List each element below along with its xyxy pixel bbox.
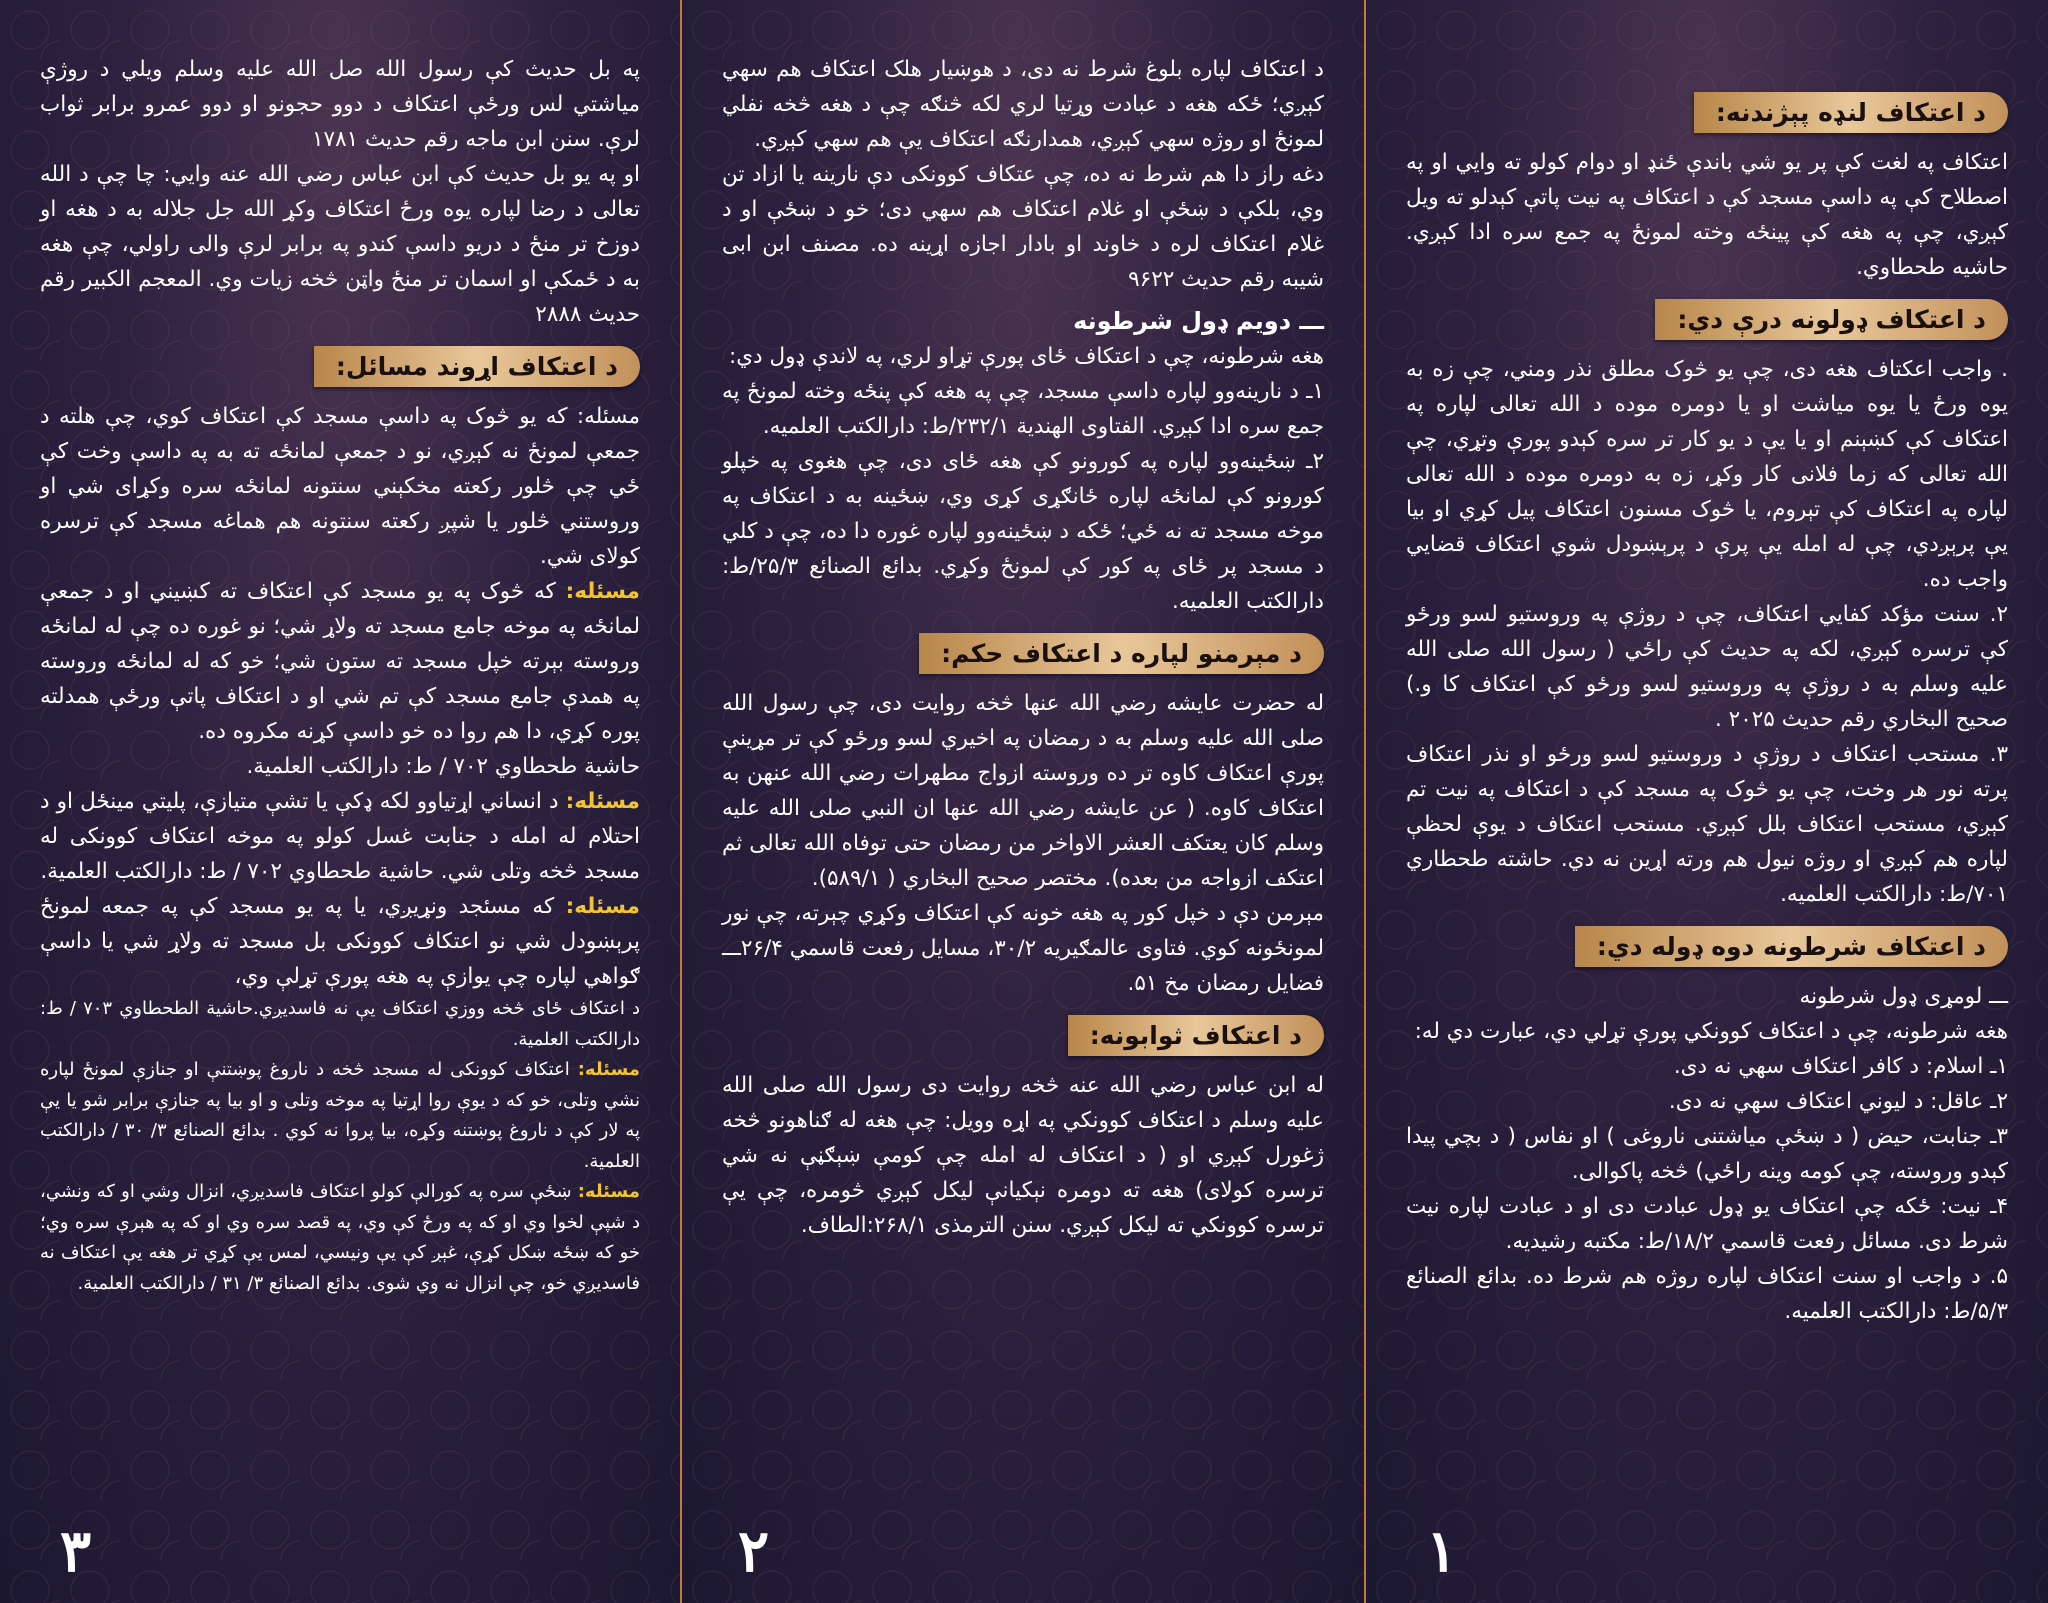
panel-2 bbox=[680, 0, 1366, 1603]
type-mustahab: ۳. مستحب اعتکاف د روژې د وروستيو لسو ورځو او نذر اعتکاف پرته نور هر وخت، چې يو څوک په مسجد کې د اعتکاف په نيت تم کېږي، مستحب اعتکاف بلل کېږي. مستحب اعتکاف د يوې لحظې لپاره هم کېږي او روژه نيول هم ورته اړين نه دي. حاشته طحطاري ۷۰۱/ط: دارالکتب العلميه. bbox=[1406, 742, 2008, 907]
heading-types: د اعتکاف ډولونه درې دي: bbox=[1655, 299, 2008, 340]
conditions-intro: هغه شرطونه، چې د اعتکاف کوونکي پورې تړلي دي، عبارت دي له: bbox=[1414, 1019, 2008, 1044]
puberty-condition: د اعتکاف لپاره بلوغ شرط نه دی، د هوښيار هلک اعتکاف هم سهي کېږي؛ ځکه هغه د عبادت وړتيا لري لکه څنګه چې د هغه څخه نفلي لمونځ او روژه سهي کېږي، همدارنګه اعتکاف يې هم سهي کېږي. bbox=[722, 57, 1324, 152]
place-conditions-intro: هغه شرطونه، چې د اعتکاف ځای پورې تړاو لري، په لاندې ډول دي: bbox=[728, 344, 1324, 369]
heading-rewards: د اعتکاف ثوابونه: bbox=[1068, 1015, 1324, 1056]
issue-label: مسئله: bbox=[565, 894, 640, 919]
issue-label: مسئله: bbox=[577, 1181, 640, 1202]
condition-fasting: ۵. د واجب او سنت اعتکاف لپاره روژه هم شرط ده. بدائع الصنائع ۵/۳/ط: دارالکتب العلميه. bbox=[1406, 1264, 2008, 1324]
place-condition-women: ۲ـ ښځينه‌وو لپاره په کورونو کې هغه ځای دی، چې هغوی په خپلو کورونو کې لمانځه لپاره ځانګړی کړی وي، ښځينه به د اعتکاف په موخه مسجد ته نه ځي؛ ځکه د ښځينه‌وو لپاره غوره دا ده، چې د کلي د مسجد پر ځای په کور کې لمونځ وکړي. بدائع الصنائع ۲۵/۳/ط: دارالکتب العلميه. bbox=[722, 449, 1324, 614]
condition-purity: ۳ـ جنابت، حيض ( د ښځې مياشتنی ناروغی ) او نفاس ( د بچي پيدا کېدو وروسته، چې کومه وينه راځي) څخه پاکوالی. bbox=[1406, 1124, 2008, 1184]
issue-jami-mosque: مسئله: که څوک په يو مسجد کې اعتکاف ته کښيني او د جمعې لمانځه په موخه جامع مسجد ته ولاړ شي؛ نو غوره ده چې له لمانځه وروسته بېرته خپل مسجد ته ستون شي؛ خو که له لمانځه وروسته په همدې جامع مسجد کې تم شي او د اعتکاف پاتې ورځې همدلته پوره کړي، دا هم روا ده خو داسې کړنه مکروه ده. bbox=[40, 579, 640, 744]
issue-label: مسئله: bbox=[577, 1059, 640, 1080]
issue-human-needs: مسئله: د انساني اړتياوو لکه ډکې يا تشې متيازې، پليتي مينځل او د احتلام له امله د جنابت غسل کولو په موخه اعتکاف کوونکی له مسجد څخه وتلی شي. حاشية طحطاوي ۷۰۲ / ط: دارالکتب العلمية. bbox=[40, 789, 640, 884]
condition-islam: ۱ـ اسلام: د کافر اعتکاف سهي نه دی. bbox=[1673, 1054, 2008, 1079]
issue-label: مسئله: bbox=[565, 579, 640, 604]
heading-related-issues: د اعتکاف اړوند مسائل: bbox=[314, 346, 640, 387]
definition-text: اعتکاف په لغت کې پر يو شي باندې ځنډ او دوام کولو ته وايي او په اصطلاح کې په داسې مسجد کې د اعتکاف په نيت پاتې کېدلو ته ويل کېږي، چې په هغه کې پينځه وخته لمونځ په جمع سره ادا کېږي. حاشيه طحطاوي. bbox=[1406, 150, 2008, 280]
issue-friday-prayer: مسئله: که يو څوک په داسې مسجد کې اعتکاف کوي، چې هلته د جمعې لمونځ نه کېږي، نو د جمعې لمانځه ته به په داسې وخت کې ځي چې څلور رکعته مخکېني سنتونه لمانځه سره وکړای شي او وروستني څلور يا شپږ رکعته سنتونه هم هماغه مسجد کې ترسره کولای شي. bbox=[40, 404, 640, 569]
issue-invalidation: مسئله: ښځې سره په کورالې کولو اعتکاف فاسديږي، انزال وشي او که ونشي، د شپې لخوا وي او که په ورځ کې وي، په قصد سره وي او که په هېرې سره وي؛ خو که ښځه ښکل کړې، غېږ کې يې ونيسي، لمس يې کړي تر هغه يې اعتکاف نه فاسديږي خو، چې انزال نه وي شوی. بدائع الصنائع ۳/ ۳۱ / دارالکتب العلمية. bbox=[40, 1181, 640, 1294]
heading-definition: د اعتکاف لنډه پېژندنه: bbox=[1694, 92, 2008, 133]
condition-intention: ۴ـ نيت: ځکه چې اعتکاف يو ډول عبادت دی او د عبادت لپاره نيت شرط دی. مسائل رفعت قاسمي ۱۸/۲/ط: مکتبه رشيديه. bbox=[1406, 1194, 2008, 1254]
panel-1 bbox=[1366, 0, 2048, 1603]
subheading-second-type: ـــ دويم ډول شرطونه bbox=[1073, 307, 1324, 335]
page-number: ۱ bbox=[1426, 1517, 1458, 1585]
hadith-ibn-abbas: او په يو بل حديث کې ابن عباس رضي الله عنه وايي: چا چې د الله تعالی د رضا لپاره يوه ورځ اعتکاف وکړ الله جل جلاله به د هغه او دوزخ تر منځ د دريو داسې کندو په برابر لرې والی راولي، چې هغه به د ځمکې او اسمان تر منځ واټن څخه زيات وي. المعجم الکبير رقم حديث ۲۸۸۸ bbox=[40, 162, 640, 327]
panel-3 bbox=[0, 0, 680, 1603]
women-place: مېرمن دې د خپل کور په هغه خونه کې اعتکاف وکړي چېرته، چې نور لمونځونه کوي. فتاوی عالمګيريه ۳۰/۲، مسايل رفعت قاسمي ۲۶/۴ـــ فضايل رمضان مخ ۵۱. bbox=[722, 901, 1324, 996]
heading-conditions: د اعتکاف شرطونه دوه ډوله دي: bbox=[1575, 926, 2008, 967]
issue-mosque-collapse-ref: د اعتکاف ځای څخه ووزي اعتکاف يې نه فاسديږي.حاشية الطحطاوي ۷۰۳ / ط: دارالکتب العلمية. bbox=[40, 998, 641, 1050]
hadith-ten-days: په بل حديث کې رسول الله صل الله عليه وسلم ويلي د روژې مياشتي لس ورځې اعتکاف د دوو حجونو او دوو عمرو برابر ثواب لرې. سنن ابن ماجه رقم حديث ۱۷۸۱ bbox=[40, 57, 640, 152]
place-condition-men: ۱ـ د نارينه‌وو لپاره داسې مسجد، چې په هغه کې پنځه وخته لمونځ په جمع سره ادا کېږي. الفتاوی الهندية ۲۳۲/۱/ط: دارالکتب العلميه. bbox=[722, 379, 1324, 439]
condition-sanity: ۲ـ عاقل: د ليوني اعتکاف سهي نه دی. bbox=[1668, 1089, 2008, 1114]
type-sunnah: ۲. سنت مؤکد کفايي اعتکاف، چې د روژې په وروستيو لسو ورځو کې ترسره کېږي، لکه په حديث کې راځي ( رسول الله صلی الله عليه وسلم به د روژې په وروستيو لسو ورځو کې اعتکاف کا و.) صحيح البخاري رقم حديث ۲۰۲۵ . bbox=[1406, 602, 2008, 732]
issue-mosque-collapse: مسئله: که مسئجد ونړيږي، يا په يو مسجد کې په جمعه لمونځ پرېښودل شي نو اعتکاف کوونکی بل مسجد ته ولاړ شي يا داسې ګواهي لپاره چې يوازې په هغه پورې تړلې وي، bbox=[40, 894, 640, 989]
page-number: ۳ bbox=[60, 1517, 92, 1585]
gender-condition: دغه راز دا هم شرط نه ده، چې عتکاف کوونکی دې نارينه يا ازاد تن وي، بلکې د ښځې او غلام اعتکاف هم سهي دی؛ خو د ښځې او د غلام اعتکاف لره د خاوند او بادار اجازه اړينه ده. مصنف ابن ابی شيبه رقم حديث ۹۶۲۲ bbox=[722, 162, 1324, 292]
heading-women-ruling: د مېرمنو لپاره د اعتکاف حکم: bbox=[919, 633, 1324, 674]
issue-label: مسئله: bbox=[565, 789, 640, 814]
type-wajib: . واجب اعکتاف هغه دی، چې يو څوک مطلق نذر ومني، چې زه به يوه ورځ يا يوه مياشت او يا دومره موده د الله تعالی لپاره په اعتکاف کې کښېنم او يا يې د يو کار تر سره کېدو پورې وتړي، چې الله تعالی که زما فلانی کار وکړ، زه به دومره موده د الله تعالی لپاره په اعتکاف کې تېروم، يا څوک مسنون اعتکاف پيل کړي او بيا يې پرېږدي، چې له امله يې پرې د پرېښودل شوي اعتکاف قضايي واجب ده. bbox=[1406, 357, 2008, 592]
issue-visit-sick: مسئله: اعتکاف کوونکی له مسجد څخه د ناروغ پوښتنې او جنازې لمونځ لپاره نشي وتلی، خو که د يوې روا اړتيا په موخه وتلی و او بيا په جنازې برابر شو يا يې په لار کې د ناروغ پوښتنه وکړه، بيا پروا نه کوي . بدائع الصنائع ۳/ ۳۰ / دارالکتب العلمية. bbox=[40, 1059, 640, 1172]
issue-reference: حاشية طحطاوي ۷۰۲ / ط: دارالکتب العلمية. bbox=[246, 754, 640, 779]
hadith-aisha: له حضرت عايشه رضي الله عنها څخه روايت دی، چې رسول الله صلی الله عليه وسلم به د رمضان په اخيري لسو ورځو کې تر مړينې پورې اعتکاف کاوه تر ده وروسته ازواج مطهرات رضي الله عنهن به اعتکاف کاوه. ( عن عايشه رضي الله عنها ان النبي صلی الله عليه وسلم کان يعتکف العشر الاواخر من رمضان حتی توفاه الله تعالی ثم اعتکف ازواجه من بعده). مختصر صحيح البخاري ( ۵۸۹/۱). bbox=[722, 691, 1324, 891]
page-number: ۲ bbox=[738, 1517, 770, 1585]
hadith-rewards: له ابن عباس رضي الله عنه څخه روايت دی رسول الله صلی الله عليه وسلم د اعتکاف کوونکي په اړه وويل: چې هغه له ګناهونو څخه ژغورل کېږي او ( د اعتکاف له امله چې کومې ښېګڼې نه شي ترسره کولای) هغه ته دومره نېکيانې ليکل کېږي څومره، چې يې ترسره کوونکي ته ليکل کېږي. سنن الترمذی ۲۶۸/۱:الطاف. bbox=[722, 1073, 1324, 1238]
subheading-first-type: ـــ لومړی ډول شرطونه bbox=[1799, 984, 2008, 1009]
